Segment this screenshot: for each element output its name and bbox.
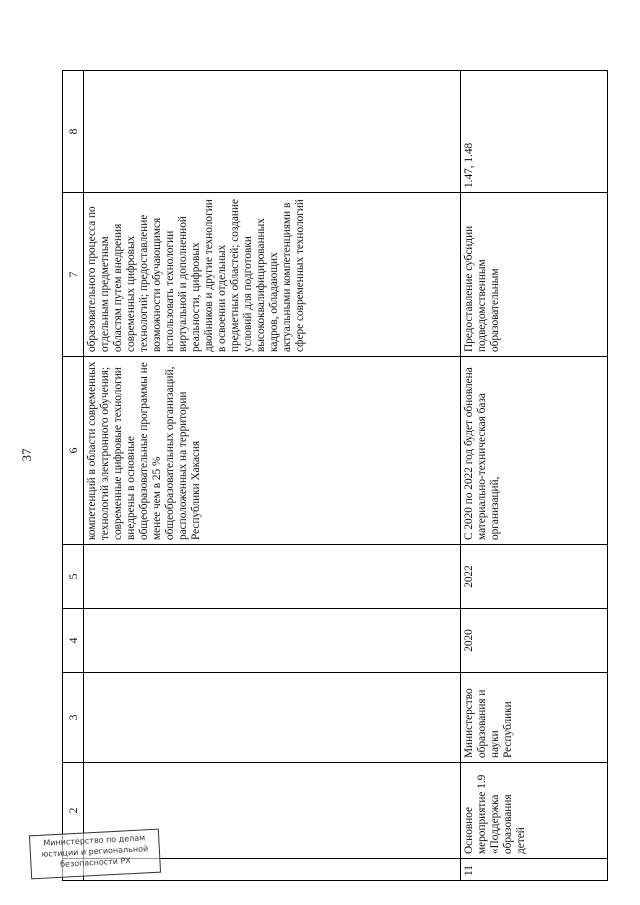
header-cell: 7: [63, 193, 84, 357]
cell-description: образовательного процесса по отдельным предметным областям путем внедрения современных цифровых технологий; предоставление возможности обучающимся использовать технологии виртуальной и дополненной реальности, цифровых двойников и другие технологии в освоении отдельных предметных областей; создание условий для подготовки высококвалифицированных кадров, обладающих актуальными компетенциями в сфере современных технологий: [84, 193, 461, 357]
page-number: 37: [19, 448, 34, 462]
cell: [84, 545, 461, 609]
cell-results: С 2020 по 2022 год будет обновлена материально-техническая база организаций,: [461, 357, 608, 545]
stamp-line: юстиции и региональной: [41, 844, 149, 859]
table-row: [84, 71, 461, 881]
cell-start-year: 2020: [461, 609, 608, 673]
registration-stamp: [29, 829, 161, 880]
cell: [84, 673, 461, 763]
stamp-line: Министерство по делам: [43, 833, 146, 848]
cell-executor: Министерство образования и науки Республики: [461, 673, 608, 763]
table-row: [461, 71, 608, 881]
program-table: [62, 71, 602, 881]
cell-row-number: 11: [461, 859, 608, 881]
cell-indicators: 1.47, 1.48: [461, 71, 608, 193]
header-cell: 5: [63, 545, 84, 609]
header-row: [63, 71, 84, 881]
cell-results: компетенций в области современных технологий электронного обучения; современные цифровые технологии внедрены в основные общеобразовательные программы не менее чем в 25 % общеобразовательных организаций, расположенных на территории Республики Хакасия: [84, 357, 461, 545]
header-cell: 4: [63, 609, 84, 673]
cell: [84, 609, 461, 673]
header-cell: 2: [63, 763, 84, 859]
cell-end-year: 2022: [461, 545, 608, 609]
header-cell: 8: [63, 71, 84, 193]
cell: [84, 71, 461, 193]
header-cell: 3: [63, 673, 84, 763]
cell-activity: Основное мероприятие 1.9 «Поддержка образования детей: [461, 763, 608, 859]
header-cell: 6: [63, 357, 84, 545]
stamp-line: безопасности РХ: [59, 856, 132, 869]
cell-description: Предоставление субсидии подведомственным образовательным: [461, 193, 608, 357]
